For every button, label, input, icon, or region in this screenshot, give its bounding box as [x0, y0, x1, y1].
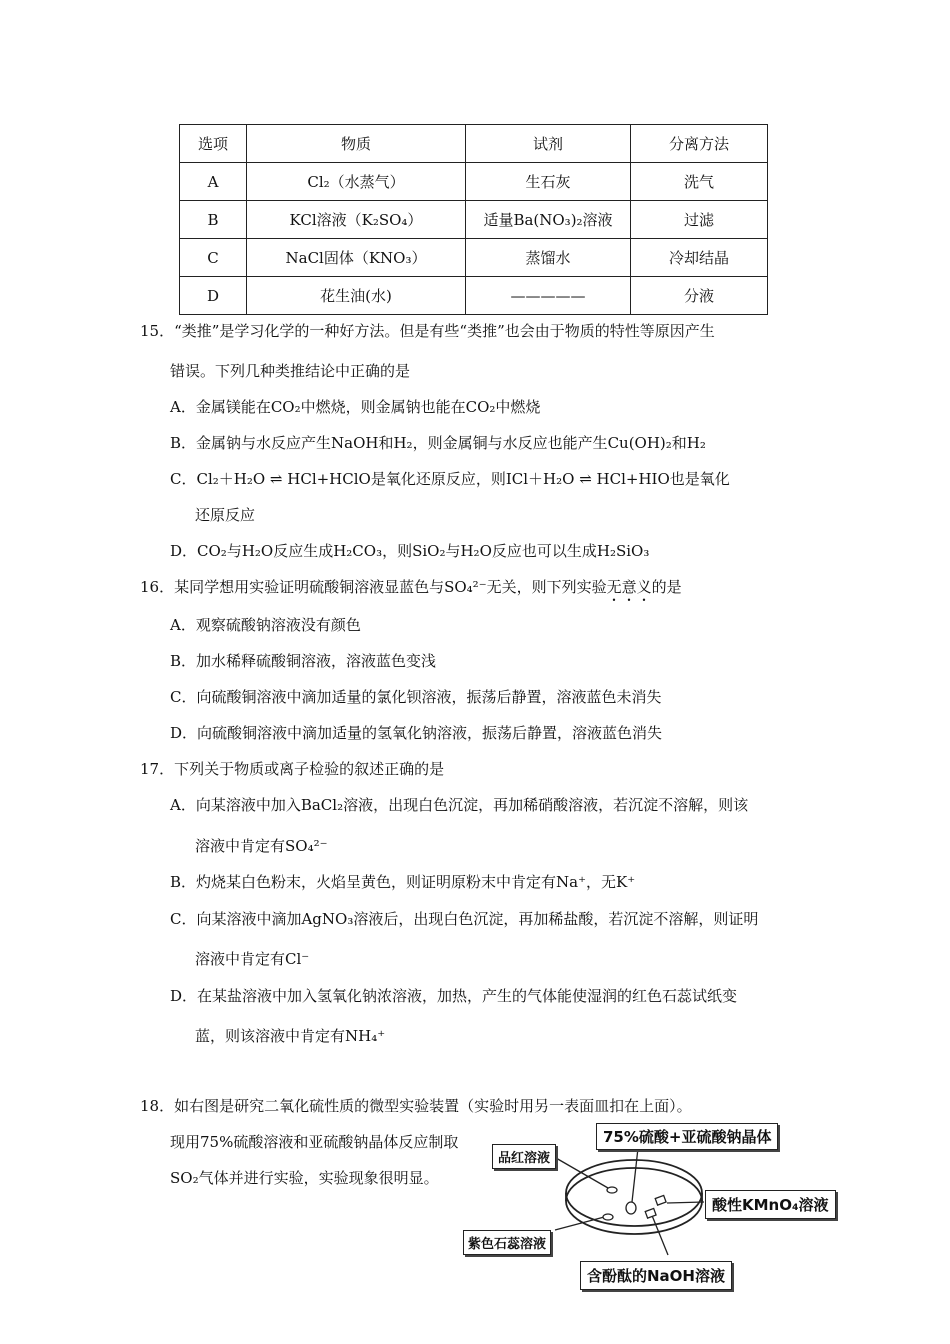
table-cell: D	[180, 277, 247, 315]
table-cell: 花生油(水)	[247, 277, 466, 315]
label-litmus: 紫色石蕊溶液	[463, 1230, 551, 1255]
q15-stem-cont: 错误。下列几种类推结论中正确的是	[170, 362, 411, 380]
table-cell: NaCl固体（KNO₃）	[247, 239, 466, 277]
table-cell: —————	[466, 277, 631, 315]
label-naoh-phenolphthalein: 含酚酞的NaOH溶液	[580, 1261, 732, 1290]
q17-option-a-cont: 溶液中肯定有SO₄²⁻	[195, 837, 328, 855]
table-cell: 生石灰	[466, 163, 631, 201]
leader-lines	[555, 1148, 704, 1255]
q17-option-d: D．在某盐溶液中加入氢氧化钠浓溶液，加热，产生的气体能使湿润的红色石蕊试纸变	[170, 987, 738, 1005]
table-cell: 过滤	[631, 201, 768, 239]
q17-option-b: B．灼烧某白色粉末，火焰呈黄色，则证明原粉末中肯定有Na⁺，无K⁺	[170, 873, 636, 891]
q16-option-a: A．观察硫酸钠溶液没有颜色	[170, 616, 361, 634]
table-cell: 蒸馏水	[466, 239, 631, 277]
label-kmno4: 酸性KMnO₄溶液	[705, 1190, 836, 1219]
q16-option-c: C．向硫酸铜溶液中滴加适量的氯化钡溶液，振荡后静置，溶液蓝色未消失	[170, 688, 662, 706]
q16-stem-emphasis: 无意义	[606, 578, 652, 596]
table-cell: B	[180, 201, 247, 239]
header-cell: 试剂	[466, 125, 631, 163]
q16-stem-pre: 16．某同学想用实验证明硫酸铜溶液显蓝色与SO₄²⁻无关，则下列实验	[140, 578, 607, 596]
table-cell: 分液	[631, 277, 768, 315]
q17-option-a: A．向某溶液中加入BaCl₂溶液，出现白色沉淀，再加稀硝酸溶液，若沉淀不溶解，则该	[170, 796, 749, 814]
sample-drops	[603, 1187, 666, 1220]
q15-option-b: B．金属钠与水反应产生NaOH和H₂，则金属铜与水反应也能产生Cu(OH)₂和H₂	[170, 434, 706, 452]
q17-option-c-cont: 溶液中肯定有Cl⁻	[195, 950, 310, 968]
table-cell: KCl溶液（K₂SO₄）	[247, 201, 466, 239]
table-cell: 冷却结晶	[631, 239, 768, 277]
q15-option-d: D．CO₂与H₂O反应生成H₂CO₃，则SiO₂与H₂O反应也可以生成H₂SiO₃	[170, 542, 650, 560]
q18-stem: 18．如右图是研究二氧化硫性质的微型实验装置（实验时用另一表面皿扣在上面）。	[140, 1097, 692, 1115]
q16-option-d: D．向硫酸铜溶液中滴加适量的氢氧化钠溶液，振荡后静置，溶液蓝色消失	[170, 724, 663, 742]
q16-option-b: B．加水稀释硫酸铜溶液，溶液蓝色变浅	[170, 652, 437, 670]
label-pinhong: 品红溶液	[492, 1144, 556, 1169]
header-cell: 物质	[247, 125, 466, 163]
q15-option-c: C．Cl₂＋H₂O ⇌ HCl+HClO是氧化还原反应，则ICl＋H₂O ⇌ HCl+HIO也是氧化	[170, 470, 730, 488]
label-acid-sulfite: 75%硫酸+亚硫酸钠晶体	[596, 1123, 778, 1150]
q18-text-line2: SO₂气体并进行实验，实验现象很明显。	[170, 1169, 439, 1187]
header-cell: 选项	[180, 125, 247, 163]
q17-option-d-cont: 蓝，则该溶液中肯定有NH₄⁺	[195, 1027, 386, 1045]
q15-option-c-cont: 还原反应	[195, 506, 256, 524]
table-cell: A	[180, 163, 247, 201]
q17-stem: 17．下列关于物质或离子检验的叙述正确的是	[140, 760, 445, 778]
table-cell: Cl₂（水蒸气）	[247, 163, 466, 201]
table-cell: 适量Ba(NO₃)₂溶液	[466, 201, 631, 239]
watch-glass-icon	[566, 1160, 702, 1234]
q15-stem: 15．“类推”是学习化学的一种好方法。但是有些“类推”也会由于物质的特性等原因产生	[140, 322, 715, 340]
q18-text-line1: 现用75%硫酸溶液和亚硫酸钠晶体反应制取	[170, 1133, 459, 1151]
header-cell: 分离方法	[631, 125, 768, 163]
q16-stem-post: 的是	[651, 578, 682, 596]
table-cell: 洗气	[631, 163, 768, 201]
q17-option-c: C．向某溶液中滴加AgNO₃溶液后，出现白色沉淀，再加稀盐酸，若沉淀不溶解，则证明	[170, 910, 759, 928]
q15-option-a: A．金属镁能在CO₂中燃烧，则金属钠也能在CO₂中燃烧	[170, 398, 541, 416]
table-cell: C	[180, 239, 247, 277]
